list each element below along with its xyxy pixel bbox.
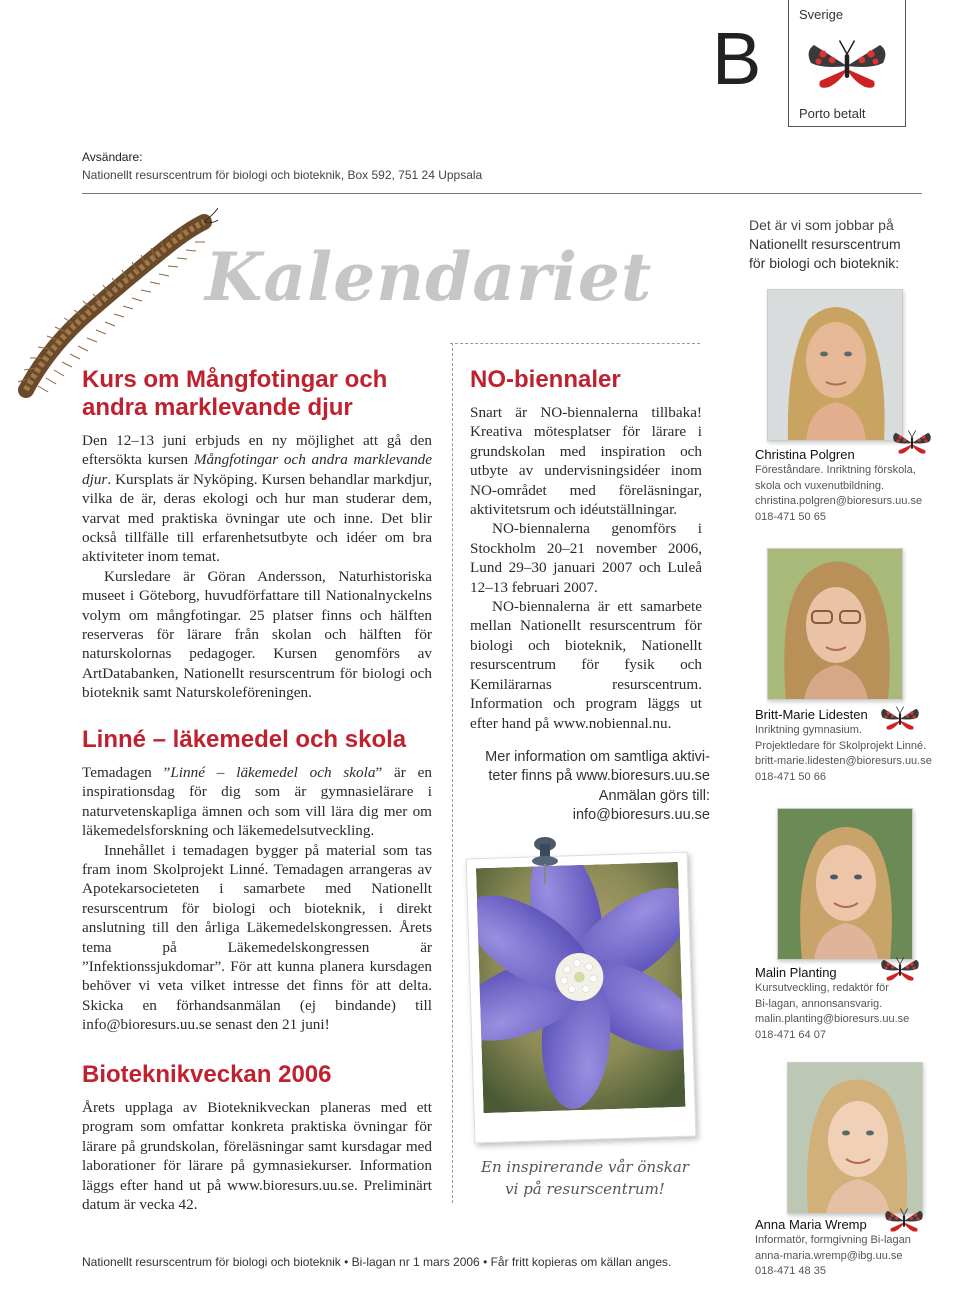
staff-email[interactable]: malin.planting@bioresurs.uu.se bbox=[755, 1013, 910, 1025]
body-text: Den 12–13 juni erbjuds en ny möjlighet att gå den eftersökta kursen bbox=[82, 432, 432, 469]
body-text: . Kursplats är Nyköping. Kursen behandlar markdjur, vilka de är, deras ekologi och hur man studerar dem, varvat med praktiska övningar ute och inne. Det blir också tillfälle till erfarenhetsutbyte och idéer om bra aktiviteter inom temat. bbox=[82, 470, 432, 566]
article-body-mangfotingar bbox=[82, 431, 432, 703]
staff-phone: 018-471 48 35 bbox=[755, 1265, 826, 1277]
flower-photo-card bbox=[466, 852, 697, 1144]
info-link[interactable]: teter finns på www.bioresurs.uu.se bbox=[488, 768, 710, 785]
staff-name: Britt-Marie Lidesten bbox=[755, 707, 868, 722]
divider bbox=[450, 343, 700, 344]
article-heading-no: NO-biennaler bbox=[470, 366, 621, 393]
staff-info bbox=[755, 463, 922, 525]
staff-role: Föreståndare. Inriktning förskola, bbox=[755, 464, 916, 476]
avatar bbox=[767, 548, 903, 700]
intro-org: Nationellt resurscentrum bbox=[749, 236, 901, 252]
staff-info bbox=[755, 1233, 911, 1280]
article-body-bioteknik bbox=[82, 1098, 432, 1214]
article-heading-mangfotingar bbox=[82, 366, 387, 422]
staff-info bbox=[755, 723, 932, 785]
staff-email[interactable]: britt-marie.lidesten@bioresurs.uu.se bbox=[755, 755, 932, 767]
article-body-linne bbox=[82, 763, 432, 1035]
staff-phone: 018-471 50 65 bbox=[755, 510, 826, 523]
theme-name: Linné – läkemedel och skola bbox=[170, 764, 376, 781]
body-paragraph: NO-biennalerna genomförs i Stockholm 20–21 november 2006, Lund 29–30 januari 2007 och Luleå 12–13 februari 2007. bbox=[470, 520, 702, 596]
staff-role: Kursutveckling, redaktör för bbox=[755, 982, 889, 994]
sender-address: Nationellt resurscentrum för biologi och bioteknik, Box 592, 751 24 Uppsala bbox=[82, 168, 483, 182]
info-line: Mer information om samtliga aktivi- bbox=[485, 749, 710, 765]
intro-org: för biologi och bioteknik: bbox=[749, 255, 900, 271]
body-text: ” är en inspirationsdag för dig som är gymnasielärare i naturvetenskapliga ämnen och som vill lära dig mer om läkemedelsforskning och läkemedelsutveckling. bbox=[82, 764, 433, 840]
body-paragraph: Innehållet i temadagen bygger på material som tas fram inom Skolprojekt Linné. Temadagen arrangeras av Apotekarsocieteten i samarbete med Nationellt resurscentrum för biologi och bioteknik, i direkt anslutning till den årliga Läkemedelskongressen. Årets tema på Läkemedelskongressen är ”Infektionssjukdomar”. För att kunna planera kursdagen behöver vi veta vilket intresse det finns för att delta. Skicka en förhandsanmälan (ej bindande) till info@bioresurs.uu.se senast den 21 juni! bbox=[82, 841, 432, 1034]
staff-info bbox=[755, 981, 909, 1043]
body-text: Temadagen ” bbox=[82, 764, 171, 781]
avatar bbox=[767, 289, 903, 441]
info-line: Anmälan görs till: bbox=[598, 787, 710, 804]
body-paragraph: Årets upplaga av Bioteknikveckan planeras med ett program som omfattar konkreta praktiska övningar för lärare på grundskolan, föreläsningar samt kursdagar med laborationer för lärare på gymnasiekurser. Information läggs efter hand ut på www.bioresurs.uu.se. Preliminärt datum är vecka 42. bbox=[82, 1099, 432, 1214]
moth-icon bbox=[795, 36, 899, 96]
staff-role: Informatör, formgivning Bi-lagan bbox=[755, 1234, 911, 1246]
heading-line: andra marklevande djur bbox=[82, 394, 353, 421]
heading-line: Kurs om Mångfotingar och bbox=[82, 366, 388, 393]
staff-role: Projektledare för Skolprojekt Linné. bbox=[755, 739, 927, 752]
moth-icon bbox=[882, 1206, 926, 1236]
postage-country: Sverige bbox=[799, 7, 844, 22]
pushpin-icon bbox=[528, 834, 562, 886]
moth-icon bbox=[890, 428, 934, 458]
article-heading-linne: Linné – läkemedel och skola bbox=[82, 726, 407, 753]
staff-role: skola och vuxenutbildning. bbox=[755, 479, 885, 492]
staff-role: Inriktning gymnasium. bbox=[755, 724, 862, 736]
staff-name: Christina Polgren bbox=[755, 447, 855, 462]
staff-email[interactable]: christina.polgren@bioresurs.uu.se bbox=[755, 495, 923, 507]
staff-phone: 018-471 50 66 bbox=[755, 770, 826, 783]
avatar bbox=[787, 1062, 923, 1214]
body-paragraph: NO-biennalerna är ett samarbete mellan Nationellt resurscentrum för biologi och bioteknik, Nationellt resurscentrum för fysik och Kemilärarnas resurscentrum. Information och program läggs ut efter hand på www.nobiennal.nu. bbox=[470, 598, 702, 732]
page-title: Kalendariet bbox=[205, 238, 653, 316]
intro-line: Det är vi som jobbar på bbox=[749, 217, 894, 233]
postage-stamp bbox=[788, 0, 906, 127]
postage-letter: B bbox=[712, 17, 762, 100]
info-email[interactable]: info@bioresurs.uu.se bbox=[572, 806, 710, 823]
hepatica-flower-image bbox=[476, 862, 686, 1113]
sender-label: Avsändare: bbox=[82, 150, 143, 164]
staff-name: Malin Planting bbox=[755, 965, 837, 980]
staff-role: Bi-lagan, annonsansvarig. bbox=[755, 997, 883, 1010]
page-footer: Nationellt resurscentrum för biologi och bioteknik • Bi-lagan nr 1 mars 2006 • Får fritt kopieras om källan anges. bbox=[82, 1255, 672, 1269]
body-paragraph: Snart är NO-biennalerna tillbaka! Kreativa mötesplatser för lärare i grundskolan med inspiration och utbyte av undervisningsidéer inom NO-området med föreläsningar, aktivitetsrum och idéutställningar. bbox=[470, 404, 702, 519]
course-name: Mångfotingar och andra marklevande djur bbox=[82, 451, 432, 488]
divider bbox=[82, 193, 922, 194]
quote-line: vi på resurscentrum! bbox=[505, 1180, 665, 1198]
article-heading-bioteknik: Bioteknikveckan 2006 bbox=[82, 1061, 332, 1088]
staff-intro bbox=[749, 216, 901, 273]
staff-phone: 018-471 64 07 bbox=[755, 1028, 826, 1041]
greeting-quote bbox=[470, 1156, 700, 1200]
postage-porto: Porto betalt bbox=[799, 106, 866, 121]
column-divider bbox=[452, 343, 453, 1203]
body-paragraph: Kursledare är Göran Andersson, Naturhistoriska museet i Göteborg, huvudförfattare till Nationalnyckelns volym om mångfotingar. 25 platser finns och hälften reserveras för lärare från skolan och hälften för naturskolornas pedagoger. Kursen genomförs av ArtDatabanken, Nationellt resurscentrum för biologi och bioteknik samt Naturskoleföreningen. bbox=[82, 567, 432, 702]
staff-name: Anna Maria Wremp bbox=[755, 1217, 867, 1232]
article-body-no bbox=[470, 403, 702, 733]
quote-line: En inspirerande vår önskar bbox=[481, 1158, 689, 1176]
staff-email[interactable]: anna-maria.wremp@ibg.uu.se bbox=[755, 1249, 903, 1262]
avatar bbox=[777, 808, 913, 960]
more-info bbox=[470, 748, 710, 825]
